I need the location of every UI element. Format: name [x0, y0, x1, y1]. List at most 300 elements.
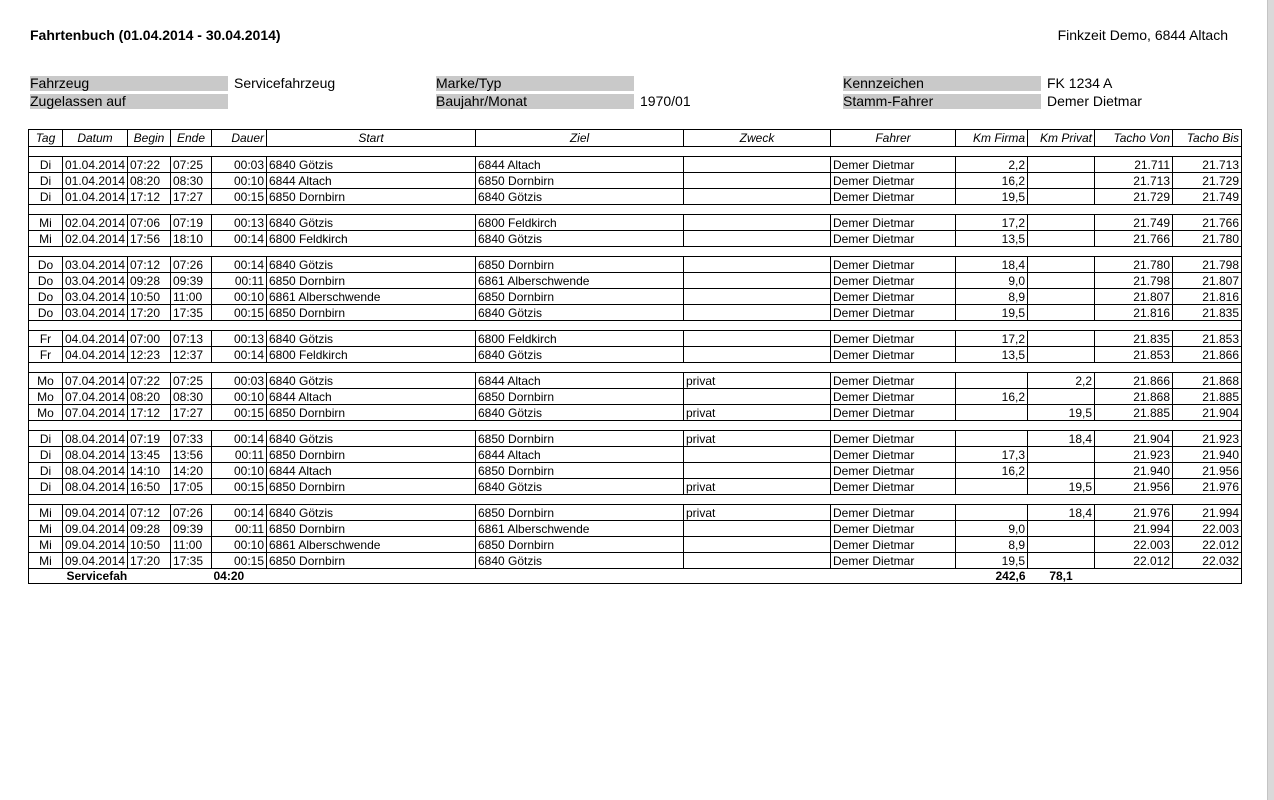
marke-label: Marke/Typ — [436, 76, 634, 91]
cell-zweck — [684, 189, 831, 205]
cell-begin: 07:22 — [128, 373, 171, 389]
cell-tacho-bis: 21.994 — [1173, 505, 1242, 521]
col-header-begin: Begin — [128, 130, 171, 147]
cell-begin: 08:20 — [128, 173, 171, 189]
cell-fahrer: Demer Dietmar — [831, 331, 956, 347]
cell-start: 6840 Götzis — [267, 331, 476, 347]
cell-dauer: 00:10 — [212, 463, 267, 479]
cell-start: 6840 Götzis — [267, 215, 476, 231]
company-name: Finkzeit Demo, 6844 Altach — [1057, 27, 1228, 43]
cell-datum: 03.04.2014 — [63, 289, 128, 305]
col-header-km-firma: Km Firma — [956, 130, 1028, 147]
col-header-dauer: Dauer — [212, 130, 267, 147]
table-row — [29, 231, 1242, 247]
cell-km-firma: 19,5 — [956, 189, 1028, 205]
cell-start: 6800 Feldkirch — [267, 347, 476, 363]
cell-fahrer: Demer Dietmar — [831, 463, 956, 479]
cell-begin: 13:45 — [128, 447, 171, 463]
cell-dauer: 00:15 — [212, 305, 267, 321]
cell-tacho-von: 21.976 — [1095, 505, 1173, 521]
cell-tacho-bis: 21.749 — [1173, 189, 1242, 205]
cell-fahrer: Demer Dietmar — [831, 447, 956, 463]
cell-zweck — [684, 231, 831, 247]
cell-ziel: 6800 Feldkirch — [476, 331, 684, 347]
table-row — [29, 463, 1242, 479]
cell-km-firma: 9,0 — [956, 521, 1028, 537]
cell-start: 6844 Altach — [267, 173, 476, 189]
cell-datum: 08.04.2014 — [63, 463, 128, 479]
cell-km-firma: 16,2 — [956, 389, 1028, 405]
cell-ziel: 6840 Götzis — [476, 405, 684, 421]
cell-tacho-von: 21.798 — [1095, 273, 1173, 289]
cell-start: 6840 Götzis — [267, 431, 476, 447]
cell-km-firma: 8,9 — [956, 289, 1028, 305]
cell-ziel: 6861 Alberschwende — [476, 521, 684, 537]
cell-tacho-bis: 21.816 — [1173, 289, 1242, 305]
cell-begin: 07:12 — [128, 505, 171, 521]
cell-fahrer: Demer Dietmar — [831, 431, 956, 447]
cell-dauer: 00:10 — [212, 289, 267, 305]
cell-zweck: privat — [684, 505, 831, 521]
cell-zweck — [684, 173, 831, 189]
cell-tag: Do — [29, 305, 63, 321]
cell-zweck — [684, 553, 831, 569]
cell-ziel: 6840 Götzis — [476, 347, 684, 363]
cell-tag: Fr — [29, 347, 63, 363]
cell-km-privat — [1028, 231, 1095, 247]
cell-tacho-bis: 21.940 — [1173, 447, 1242, 463]
cell-km-privat: 18,4 — [1028, 505, 1095, 521]
baujahr-value: 1970/01 — [640, 93, 691, 109]
cell-dauer: 00:14 — [212, 257, 267, 273]
cell-ende: 18:10 — [171, 231, 212, 247]
fahrzeug-label: Fahrzeug — [30, 76, 228, 91]
cell-dauer: 00:15 — [212, 479, 267, 495]
cell-km-privat: 19,5 — [1028, 405, 1095, 421]
cell-ziel: 6850 Dornbirn — [476, 537, 684, 553]
cell-dauer: 00:03 — [212, 157, 267, 173]
cell-zweck — [684, 347, 831, 363]
stammfahrer-value: Demer Dietmar — [1047, 93, 1142, 109]
cell-tacho-von: 21.711 — [1095, 157, 1173, 173]
cell-ziel: 6844 Altach — [476, 373, 684, 389]
table-row — [29, 157, 1242, 173]
cell-ende: 17:27 — [171, 405, 212, 421]
cell-begin: 14:10 — [128, 463, 171, 479]
cell-tag: Do — [29, 273, 63, 289]
cell-ziel: 6850 Dornbirn — [476, 257, 684, 273]
cell-tacho-von: 21.749 — [1095, 215, 1173, 231]
cell-tag: Di — [29, 431, 63, 447]
cell-ziel: 6800 Feldkirch — [476, 215, 684, 231]
cell-km-privat: 19,5 — [1028, 479, 1095, 495]
cell-ziel: 6861 Alberschwende — [476, 273, 684, 289]
cell-dauer: 00:13 — [212, 331, 267, 347]
cell-dauer: 00:14 — [212, 231, 267, 247]
cell-tag: Mi — [29, 521, 63, 537]
cell-tacho-bis: 22.012 — [1173, 537, 1242, 553]
totals-dauer: 04:20 — [213, 569, 245, 583]
cell-start: 6840 Götzis — [267, 505, 476, 521]
cell-zweck — [684, 305, 831, 321]
cell-datum: 04.04.2014 — [63, 331, 128, 347]
cell-ziel: 6850 Dornbirn — [476, 505, 684, 521]
group-separator-cell — [29, 205, 1242, 215]
cell-km-firma — [956, 479, 1028, 495]
cell-begin: 09:28 — [128, 521, 171, 537]
cell-tacho-bis: 21.885 — [1173, 389, 1242, 405]
cell-tag: Di — [29, 173, 63, 189]
cell-begin: 07:06 — [128, 215, 171, 231]
cell-tacho-von: 22.003 — [1095, 537, 1173, 553]
totals-label: Servicefah — [66, 569, 128, 583]
cell-datum: 09.04.2014 — [63, 521, 128, 537]
col-header-ende: Ende — [171, 130, 212, 147]
cell-tag: Di — [29, 189, 63, 205]
table-row — [29, 479, 1242, 495]
table-row — [29, 373, 1242, 389]
cell-km-firma: 18,4 — [956, 257, 1028, 273]
cell-fahrer: Demer Dietmar — [831, 289, 956, 305]
cell-ziel: 6844 Altach — [476, 447, 684, 463]
cell-datum: 03.04.2014 — [63, 257, 128, 273]
cell-datum: 07.04.2014 — [63, 373, 128, 389]
cell-tacho-bis: 21.904 — [1173, 405, 1242, 421]
cell-begin: 07:00 — [128, 331, 171, 347]
cell-datum: 03.04.2014 — [63, 305, 128, 321]
cell-fahrer: Demer Dietmar — [831, 189, 956, 205]
cell-tacho-bis: 21.798 — [1173, 257, 1242, 273]
cell-dauer: 00:13 — [212, 215, 267, 231]
table-row — [29, 347, 1242, 363]
table-row — [29, 305, 1242, 321]
cell-fahrer: Demer Dietmar — [831, 257, 956, 273]
cell-km-firma — [956, 431, 1028, 447]
cell-begin: 09:28 — [128, 273, 171, 289]
cell-km-privat — [1028, 537, 1095, 553]
zugelassen-label: Zugelassen auf — [30, 94, 228, 109]
cell-datum: 01.04.2014 — [63, 157, 128, 173]
table-row — [29, 257, 1242, 273]
cell-km-privat — [1028, 331, 1095, 347]
cell-ende: 17:35 — [171, 553, 212, 569]
cell-tag: Fr — [29, 331, 63, 347]
cell-zweck — [684, 537, 831, 553]
cell-tag: Do — [29, 289, 63, 305]
cell-start: 6850 Dornbirn — [267, 447, 476, 463]
totals-row — [29, 569, 1242, 584]
cell-km-firma: 17,2 — [956, 331, 1028, 347]
cell-zweck — [684, 331, 831, 347]
cell-zweck — [684, 447, 831, 463]
cell-fahrer: Demer Dietmar — [831, 553, 956, 569]
trip-log-body — [29, 147, 1242, 569]
cell-start: 6861 Alberschwende — [267, 537, 476, 553]
cell-zweck: privat — [684, 479, 831, 495]
cell-tag: Mi — [29, 537, 63, 553]
cell-km-firma: 19,5 — [956, 305, 1028, 321]
cell-km-firma — [956, 405, 1028, 421]
cell-datum: 02.04.2014 — [63, 215, 128, 231]
cell-zweck — [684, 257, 831, 273]
cell-dauer: 00:10 — [212, 537, 267, 553]
cell-ende: 07:25 — [171, 157, 212, 173]
cell-ziel: 6840 Götzis — [476, 479, 684, 495]
cell-km-privat: 2,2 — [1028, 373, 1095, 389]
table-row — [29, 389, 1242, 405]
table-row — [29, 215, 1242, 231]
cell-tag: Di — [29, 463, 63, 479]
group-separator — [29, 495, 1242, 505]
cell-fahrer: Demer Dietmar — [831, 305, 956, 321]
cell-ende: 08:30 — [171, 173, 212, 189]
cell-tacho-von: 21.729 — [1095, 189, 1173, 205]
cell-dauer: 00:03 — [212, 373, 267, 389]
cell-fahrer: Demer Dietmar — [831, 215, 956, 231]
cell-zweck — [684, 273, 831, 289]
cell-tacho-von: 21.904 — [1095, 431, 1173, 447]
cell-ende: 13:56 — [171, 447, 212, 463]
cell-begin: 17:56 — [128, 231, 171, 247]
group-separator-cell — [29, 421, 1242, 431]
cell-dauer: 00:15 — [212, 553, 267, 569]
cell-zweck — [684, 521, 831, 537]
cell-dauer: 00:14 — [212, 431, 267, 447]
cell-ende: 17:05 — [171, 479, 212, 495]
cell-ende: 07:13 — [171, 331, 212, 347]
table-row — [29, 405, 1242, 421]
cell-start: 6861 Alberschwende — [267, 289, 476, 305]
col-header-start: Start — [267, 130, 476, 147]
cell-tacho-von: 21.853 — [1095, 347, 1173, 363]
cell-km-privat — [1028, 189, 1095, 205]
cell-dauer: 00:14 — [212, 505, 267, 521]
cell-tag: Mi — [29, 231, 63, 247]
group-separator-cell — [29, 321, 1242, 331]
table-row — [29, 273, 1242, 289]
cell-tacho-bis: 21.923 — [1173, 431, 1242, 447]
cell-tacho-von: 21.816 — [1095, 305, 1173, 321]
cell-dauer: 00:10 — [212, 173, 267, 189]
cell-tacho-von: 21.940 — [1095, 463, 1173, 479]
cell-km-privat — [1028, 157, 1095, 173]
cell-ende: 12:37 — [171, 347, 212, 363]
cell-begin: 16:50 — [128, 479, 171, 495]
cell-dauer: 00:11 — [212, 447, 267, 463]
cell-start: 6840 Götzis — [267, 157, 476, 173]
cell-zweck — [684, 463, 831, 479]
cell-km-privat — [1028, 553, 1095, 569]
window-edge — [1267, 0, 1274, 800]
cell-ziel: 6840 Götzis — [476, 305, 684, 321]
cell-tag: Mo — [29, 389, 63, 405]
cell-ziel: 6844 Altach — [476, 157, 684, 173]
group-separator — [29, 321, 1242, 331]
page-title: Fahrtenbuch (01.04.2014 - 30.04.2014) — [30, 27, 281, 43]
cell-ziel: 6850 Dornbirn — [476, 173, 684, 189]
trip-log-table — [28, 129, 1242, 584]
cell-ende: 14:20 — [171, 463, 212, 479]
cell-tacho-von: 21.766 — [1095, 231, 1173, 247]
cell-datum: 04.04.2014 — [63, 347, 128, 363]
cell-tacho-von: 21.780 — [1095, 257, 1173, 273]
cell-ziel: 6840 Götzis — [476, 553, 684, 569]
group-separator-cell — [29, 495, 1242, 505]
cell-tacho-von: 21.866 — [1095, 373, 1173, 389]
cell-fahrer: Demer Dietmar — [831, 537, 956, 553]
cell-fahrer: Demer Dietmar — [831, 373, 956, 389]
cell-tacho-von: 21.994 — [1095, 521, 1173, 537]
cell-start: 6850 Dornbirn — [267, 405, 476, 421]
fahrzeug-value: Servicefahrzeug — [234, 75, 336, 91]
cell-km-privat — [1028, 257, 1095, 273]
group-separator — [29, 205, 1242, 215]
cell-tacho-bis: 21.956 — [1173, 463, 1242, 479]
cell-tacho-von: 21.923 — [1095, 447, 1173, 463]
cell-km-firma: 13,5 — [956, 347, 1028, 363]
cell-km-firma: 16,2 — [956, 463, 1028, 479]
cell-tacho-von: 21.885 — [1095, 405, 1173, 421]
cell-start: 6850 Dornbirn — [267, 189, 476, 205]
table-row — [29, 537, 1242, 553]
cell-zweck — [684, 215, 831, 231]
table-row — [29, 189, 1242, 205]
cell-ende: 07:26 — [171, 257, 212, 273]
cell-tacho-bis: 22.003 — [1173, 521, 1242, 537]
col-header-tag: Tag — [29, 130, 63, 147]
cell-zweck: privat — [684, 373, 831, 389]
cell-tacho-bis: 21.807 — [1173, 273, 1242, 289]
table-header-row — [29, 130, 1242, 147]
cell-datum: 07.04.2014 — [63, 405, 128, 421]
cell-fahrer: Demer Dietmar — [831, 231, 956, 247]
cell-tacho-bis: 21.780 — [1173, 231, 1242, 247]
cell-tacho-von: 21.807 — [1095, 289, 1173, 305]
cell-datum: 09.04.2014 — [63, 537, 128, 553]
cell-tacho-bis: 22.032 — [1173, 553, 1242, 569]
col-header-tacho-bis: Tacho Bis — [1173, 130, 1242, 147]
cell-dauer: 00:11 — [212, 273, 267, 289]
cell-tacho-bis: 21.866 — [1173, 347, 1242, 363]
cell-tag: Mi — [29, 215, 63, 231]
cell-tag: Mi — [29, 505, 63, 521]
cell-tag: Mi — [29, 553, 63, 569]
totals-km-firma: 242,6 — [995, 569, 1026, 583]
cell-tag: Mo — [29, 405, 63, 421]
cell-zweck — [684, 157, 831, 173]
cell-begin: 07:19 — [128, 431, 171, 447]
cell-dauer: 00:10 — [212, 389, 267, 405]
cell-km-privat — [1028, 305, 1095, 321]
cell-begin: 17:12 — [128, 189, 171, 205]
cell-tacho-bis: 21.853 — [1173, 331, 1242, 347]
cell-ende: 09:39 — [171, 521, 212, 537]
cell-ziel: 6850 Dornbirn — [476, 389, 684, 405]
table-row — [29, 331, 1242, 347]
col-header-km-privat: Km Privat — [1028, 130, 1095, 147]
cell-fahrer: Demer Dietmar — [831, 479, 956, 495]
cell-ende: 08:30 — [171, 389, 212, 405]
table-row — [29, 173, 1242, 189]
cell-tag: Mo — [29, 373, 63, 389]
table-row — [29, 447, 1242, 463]
cell-start: 6850 Dornbirn — [267, 521, 476, 537]
group-separator — [29, 147, 1242, 157]
group-separator — [29, 421, 1242, 431]
cell-begin: 17:20 — [128, 305, 171, 321]
cell-datum: 08.04.2014 — [63, 431, 128, 447]
cell-tacho-von: 21.835 — [1095, 331, 1173, 347]
cell-begin: 17:12 — [128, 405, 171, 421]
cell-fahrer: Demer Dietmar — [831, 521, 956, 537]
cell-km-privat — [1028, 347, 1095, 363]
cell-tacho-bis: 21.729 — [1173, 173, 1242, 189]
col-header-tacho-von: Tacho Von — [1095, 130, 1173, 147]
cell-start: 6850 Dornbirn — [267, 273, 476, 289]
cell-tag: Do — [29, 257, 63, 273]
stammfahrer-label: Stamm-Fahrer — [843, 94, 1041, 109]
cell-datum: 08.04.2014 — [63, 447, 128, 463]
cell-start: 6800 Feldkirch — [267, 231, 476, 247]
cell-tag: Di — [29, 157, 63, 173]
cell-ziel: 6850 Dornbirn — [476, 463, 684, 479]
cell-ende: 07:26 — [171, 505, 212, 521]
group-separator-cell — [29, 363, 1242, 373]
cell-tacho-bis: 21.835 — [1173, 305, 1242, 321]
cell-datum: 03.04.2014 — [63, 273, 128, 289]
kennzeichen-value: FK 1234 A — [1047, 75, 1113, 91]
cell-start: 6844 Altach — [267, 389, 476, 405]
cell-tacho-von: 21.956 — [1095, 479, 1173, 495]
col-header-zweck: Zweck — [684, 130, 831, 147]
cell-km-firma — [956, 505, 1028, 521]
cell-begin: 07:22 — [128, 157, 171, 173]
cell-tacho-bis: 21.868 — [1173, 373, 1242, 389]
cell-start: 6844 Altach — [267, 463, 476, 479]
cell-datum: 08.04.2014 — [63, 479, 128, 495]
cell-start: 6850 Dornbirn — [267, 479, 476, 495]
cell-km-privat — [1028, 289, 1095, 305]
cell-km-firma: 17,2 — [956, 215, 1028, 231]
cell-km-firma: 8,9 — [956, 537, 1028, 553]
cell-dauer: 00:15 — [212, 189, 267, 205]
cell-tacho-von: 22.012 — [1095, 553, 1173, 569]
cell-datum: 02.04.2014 — [63, 231, 128, 247]
cell-begin: 10:50 — [128, 289, 171, 305]
cell-datum: 01.04.2014 — [63, 173, 128, 189]
cell-km-privat — [1028, 389, 1095, 405]
cell-datum: 09.04.2014 — [63, 553, 128, 569]
cell-ziel: 6850 Dornbirn — [476, 289, 684, 305]
cell-tacho-von: 21.868 — [1095, 389, 1173, 405]
baujahr-label: Baujahr/Monat — [436, 94, 634, 109]
cell-datum: 09.04.2014 — [63, 505, 128, 521]
col-header-fahrer: Fahrer — [831, 130, 956, 147]
table-row — [29, 553, 1242, 569]
cell-tacho-bis: 21.766 — [1173, 215, 1242, 231]
cell-ende: 17:27 — [171, 189, 212, 205]
cell-dauer: 00:14 — [212, 347, 267, 363]
cell-ende: 11:00 — [171, 289, 212, 305]
cell-ende: 07:33 — [171, 431, 212, 447]
cell-datum: 07.04.2014 — [63, 389, 128, 405]
cell-tag: Di — [29, 447, 63, 463]
col-header-datum: Datum — [63, 130, 128, 147]
cell-km-firma: 17,3 — [956, 447, 1028, 463]
group-separator — [29, 247, 1242, 257]
cell-fahrer: Demer Dietmar — [831, 405, 956, 421]
cell-start: 6850 Dornbirn — [267, 553, 476, 569]
